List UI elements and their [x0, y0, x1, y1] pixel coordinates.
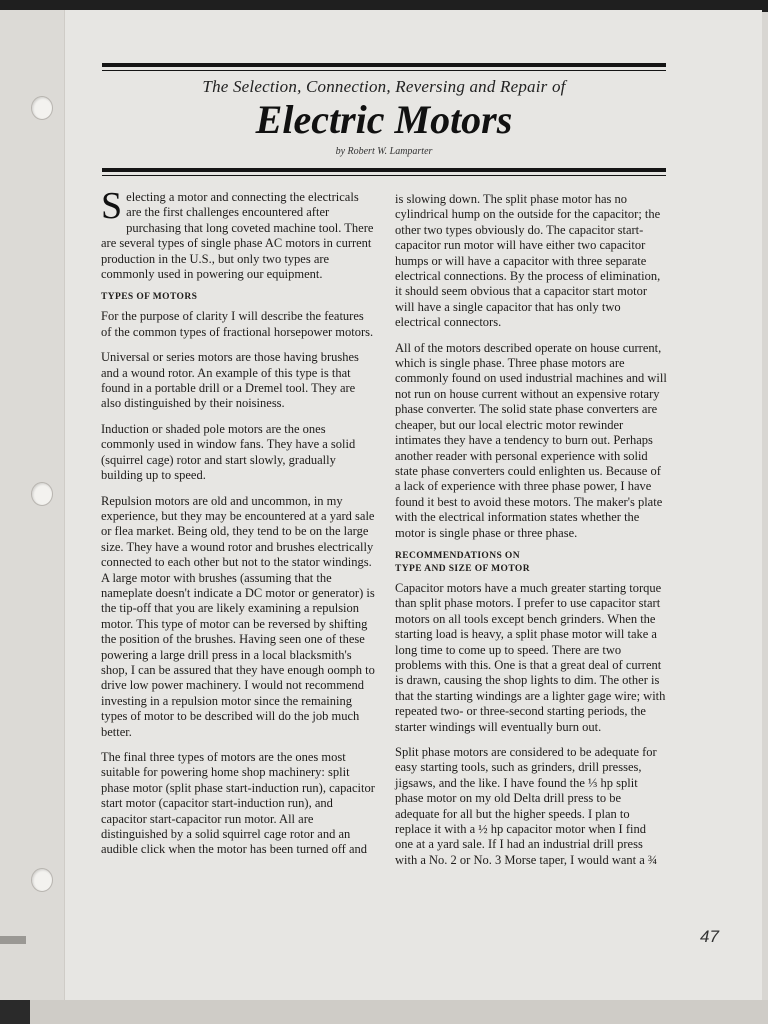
edge-mark — [0, 936, 26, 944]
paragraph-clarity: For the purpose of clarity I will describe the features of the common types of fractional horsepower motors. — [101, 309, 374, 339]
article-kicker: The Selection, Connection, Reversing and Repair of — [202, 77, 566, 96]
paragraph-slowing: is slowing down. The split phase motor has no cylindrical hump on the outside for the capacitor; the other two types obviously do. The capacitor start-capacitor run motor will have either two capacitor humps or will have a capacitor with three separate electrical connections. By the process of elimination, it should seem obvious that a capacitor start motor will have a single capacitor that has only two electrical connectors. — [395, 192, 661, 330]
paragraph-house-current: All of the motors described operate on house current, which is single phase. Three phase motors are commonly found on used industrial machines and will not run on house current without an expensive rotary phase converter. The solid state phase converters are cheaper, but our local electric motor rewinder intimates they have a tendency to burn out. Perhaps another reader with personal experience with solid state phase converters could enlighten us. Because of a lack of experience with three phase power, I have found it best to avoid these motors. The maker's plate with the electrical information states whether the motor is single phase or three phase. — [395, 340, 667, 540]
section-heading-recommendations-2: TYPE AND SIZE OF MOTOR — [395, 563, 530, 574]
paragraph-induction: Induction or shaded pole motors are the ones commonly used in window fans. They have a solid (squirrel cage) rotor and start slowly, gradually building up to speed. — [101, 421, 356, 483]
article-title: Electric Motors — [255, 97, 513, 142]
binder-hole-bottom — [31, 868, 53, 892]
intro-text: electing a motor and connecting the electricals are the first challenges encountered after purchasing that long coveted machine tool. There are several types of single phase AC motors in current production in the U.S., but only two types are commonly used in powering our equipment. — [101, 190, 374, 282]
scan-bottom-edge — [0, 1000, 768, 1024]
paragraph-repulsion: Repulsion motors are old and uncommon, in my experience, but they may be encountered at a yard sale or flea market. Being old, they tend to be on the large size. They have a wound rotor and brushes electrically connected to each other but not to the stator windings. — [101, 493, 375, 570]
article-byline: by Robert W. Lamparter — [335, 146, 433, 157]
binder-hole-top — [31, 96, 53, 120]
paragraph-split-phase: Split phase motors are considered to be adequate for easy starting tools, such as grinders, drill presses, jigsaws, and the like. I have found the ⅓ hp split phase motor on my old Delta drill press to be adequate for all but the higher speeds. I plan to replace it with a ½ hp capacitor motor when I find one at a yard sale. If I had an industrial drill press with a No. 2 or No. 3 Morse taper, I would want a ¾ — [395, 745, 658, 867]
drop-cap: S — [101, 185, 123, 227]
intro-paragraph — [101, 185, 377, 282]
right-column — [395, 192, 667, 868]
header-rule-thick-bottom — [102, 168, 666, 172]
paragraph-brushes: A large motor with brushes (assuming that the nameplate doesn't indicate a DC motor or generator) is the tip-off that you are likely examining a repulsion motor. This type of motor can be reversed by shifting the position of the brushes. Having seen one of these powering a large drill press in a local blacksmith's shop, I can be assured that they have enough oomph to drive low power machinery. I would not recommend investing in a repulsion motor since the remaining types of motor to be described will do the job much better. — [101, 570, 375, 739]
header-rule-thick-top — [102, 63, 666, 67]
paragraph-final-three: The final three types of motors are the ones most suitable for powering home shop machinery: split phase motor (split phase start-induction run), capacitor start motor (capacitor start-induction run), and capacitor start-capacitor run motor. All are distinguished by a solid squirrel cage rotor and an audible click when the motor has been turned off and — [101, 750, 375, 857]
section-heading-types: TYPES OF MOTORS — [101, 292, 198, 303]
binding-strip — [0, 10, 65, 1010]
page-number: 47 — [700, 927, 719, 946]
left-column — [101, 185, 377, 858]
header-rule-thin-bottom — [102, 175, 666, 176]
scan-corner — [0, 1000, 30, 1024]
paragraph-universal: Universal or series motors are those having brushes and a wound rotor. An example of this type is that found in a portable drill or a Dremel tool. They are also distinguished by their noisiness. — [101, 350, 359, 411]
section-heading-recommendations-1: RECOMMENDATIONS ON — [395, 550, 520, 561]
binder-hole-middle — [31, 482, 53, 506]
header-rule-thin-top — [102, 70, 666, 71]
paragraph-capacitor: Capacitor motors have a much greater starting torque than split phase motors. I prefer to use capacitor start motors on all tools except bench grinders. When the starting load is heavy, a split phase motor will take a long time to come up to speed. There are two problems with this. One is that a great deal of current is drawn, causing the shop lights to dim. The other is that the starting windings are a lighter gage wire; with repeated two- or three-second starting periods, the starter windings will eventually burn out. — [395, 580, 666, 734]
